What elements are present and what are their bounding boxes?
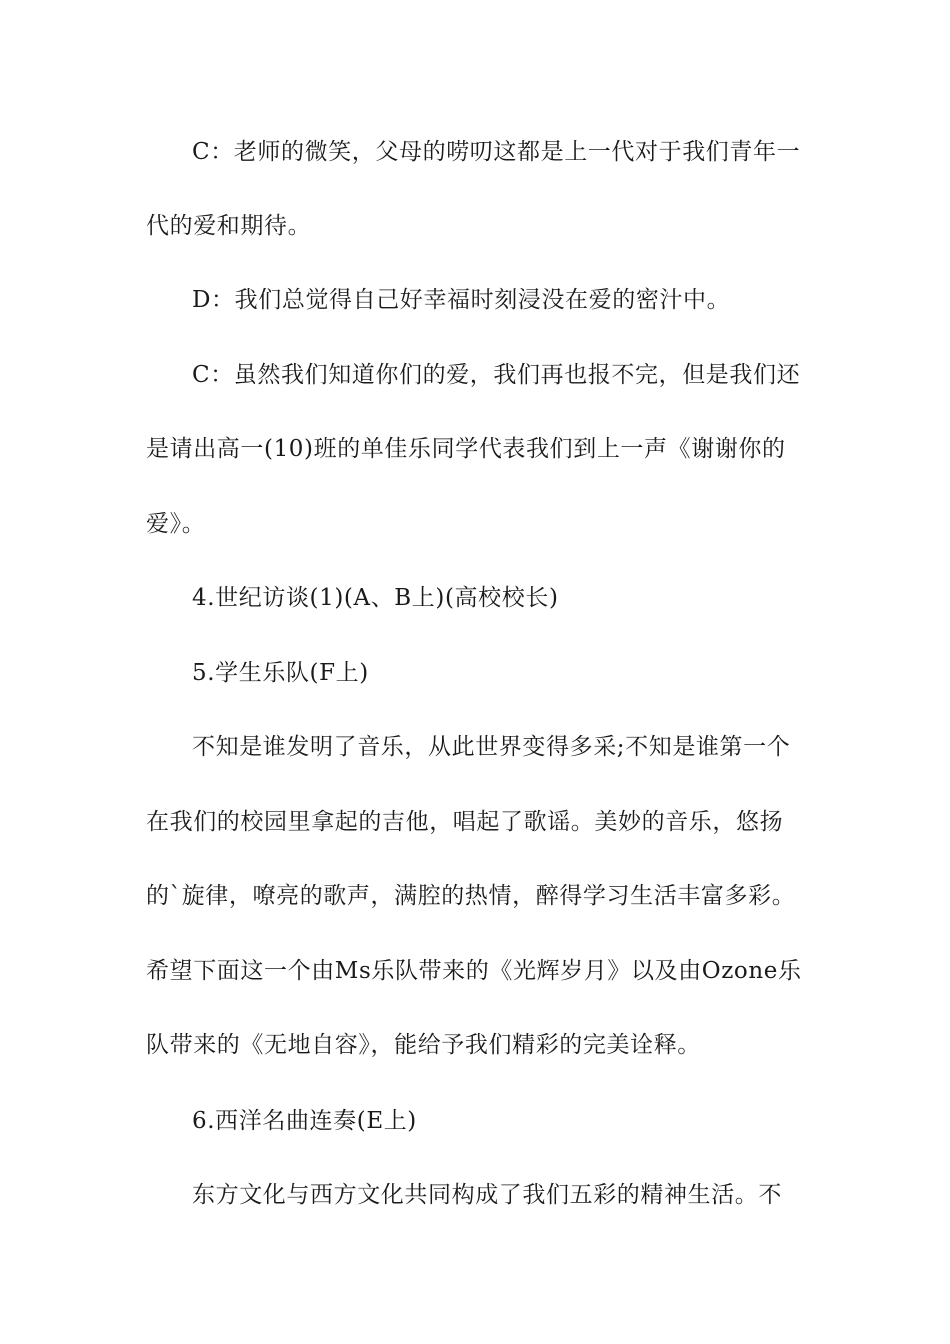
paragraph-line: C：虽然我们知道你们的爱，我们再也报不完，但是我们还 [192,362,801,388]
paragraph-line: 的`旋律，嘹亮的歌声，满腔的热情，醉得学习生活丰富多彩。 [146,883,796,909]
paragraph-line: 是请出高一(10)班的单佳乐同学代表我们到上一声《谢谢你的 [146,436,786,462]
section-heading: 5.学生乐队(F上) [192,660,369,686]
section-heading: 6.西洋名曲连奏(E上) [192,1108,417,1134]
paragraph-line: 代的爱和期待。 [146,213,312,239]
paragraph-line: 不知是谁发明了音乐，从此世界变得多采;不知是谁第一个 [192,734,791,760]
paragraph-line: 在我们的校园里拿起的吉他，唱起了歌谣。美妙的音乐，悠扬 [146,809,784,835]
paragraph-line: C：老师的微笑，父母的唠叨这都是上一代对于我们青年一 [192,139,801,165]
paragraph-line: 爱》。 [146,511,206,537]
paragraph-line: 希望下面这一个由Ms乐队带来的《光辉岁月》以及由Ozone乐 [146,958,802,984]
section-heading: 4.世纪访谈(1)(A、B上)(高校校长) [192,585,559,611]
paragraph-line: 东方文化与西方文化共同构成了我们五彩的精神生活。不 [192,1182,782,1208]
paragraph-line: D：我们总觉得自己好幸福时刻浸没在爱的密汁中。 [192,287,731,313]
paragraph-line: 队带来的《无地自容》，能给予我们精彩的完美诠释。 [146,1032,701,1058]
